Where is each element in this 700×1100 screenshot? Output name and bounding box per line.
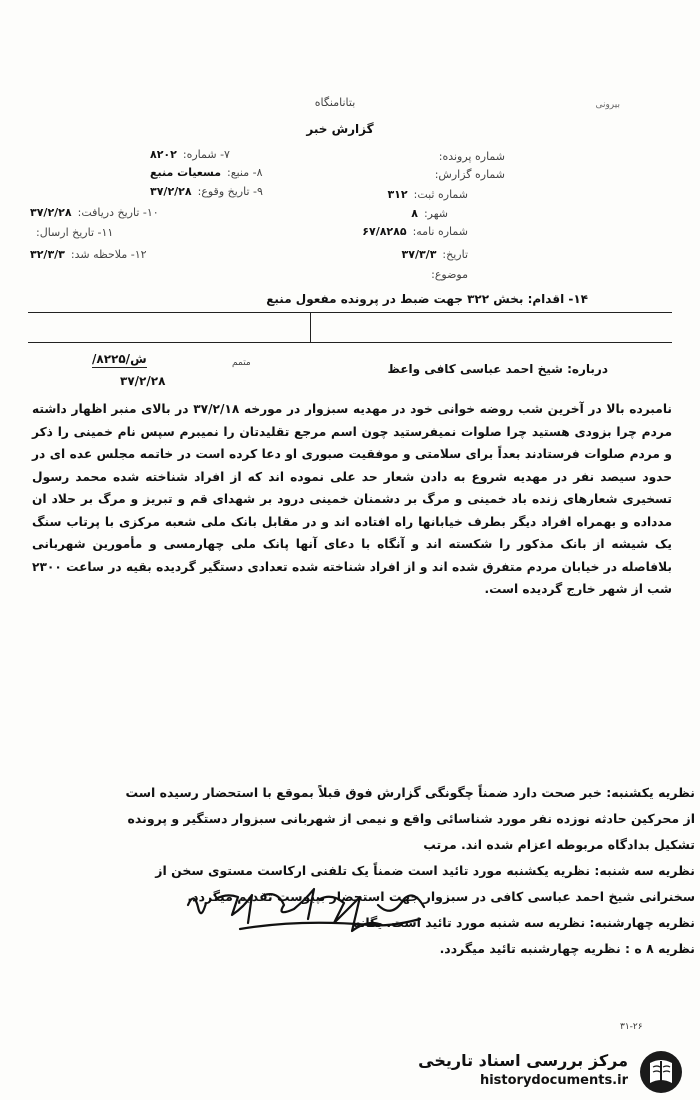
watermark-name: مرکز بررسی اسناد تاریخی <box>418 1051 628 1070</box>
field-city: شهر:۸ <box>411 207 448 220</box>
field-item-11: ۱۱- تاریخ ارسال: <box>36 226 114 239</box>
field-item-9: ۹- تاریخ وقوع:۳۷/۲/۲۸ <box>150 185 263 198</box>
field-subject: موضوع: <box>431 268 468 281</box>
field-file-number: شماره پرونده: <box>438 150 505 163</box>
handwritten-signature <box>180 885 450 960</box>
divider-line <box>310 312 311 342</box>
report-body <box>32 398 672 601</box>
note-tuesday: نظریه سه شنبه: نظریه یکشنبه مورد تائید است ضمناً یک تلفنی ارکاست مستوی سخن از سخنرانی شیخ احمد عباسی کافی در سبزوار جهت استحضار بپیوست تقدیم میگردد. <box>155 863 695 904</box>
reference-number: /۸۲۲۵/ش <box>92 352 147 366</box>
reference-stamp: متمم <box>232 358 251 368</box>
document-code: ۳۱-۲۶ <box>620 1022 643 1032</box>
field-item-7: ۷- شماره:۸۲۰۲ <box>150 148 230 161</box>
field-item-12: ۱۲- ملاحظه شد:۳۲/۳/۳ <box>30 248 147 261</box>
archive-logo-icon <box>638 1049 684 1095</box>
note-wednesday: نظریه چهارشنبه: نظریه سه شنبه مورد تائید است. یگانه <box>353 915 695 930</box>
corner-note: بیرونی <box>595 100 620 110</box>
report-title: گزارش خبر <box>306 122 374 136</box>
report-subject: درباره: شیخ احمد عباسی کافی واعظ <box>387 362 608 376</box>
header-top-label: بتانامنگاه <box>314 96 356 109</box>
body-paragraph: نامبرده بالا در آخرین شب روضه خوانی خود در مهدیه سبزوار در مورخه ۳۷/۲/۱۸ در بالای منبر اظهار داشته مردم چرا بزودی هستید چرا صلوات نمیفرستید چون اسم مرجع تقلیدتان را نمیبرم سپس نام خمینی را ذکر و مردم صلوات فرستادند بعداً برای سلامتی و موفقیت صبوری او دعا کرده است در خاتمه مجلس عده ای در حدود سیصد نفر در مهدیه شروع به دادن شعار حد علی نموده اند که از افراد شناخته شده محمد رسول تسخیری شعارهای زنده باد خمینی و مرگ بر دشمنان خمینی درود بر شهدای قم و تبریز و مرگ بر حلاد ان مدداده و بهمراه افراد دیگر بطرف خیابانها راه افتاده اند و در مقابل بانک ملی شعبه مرکزی با پرتاب سنگ یک شیشه از بانک مذکور را شکسته اند و آنگاه با دعای آنها پانک ملی چهارمسی و مأمورین شهربانی بلافاصله در خیابان مردم متفرق شده اند و از افراد شناخته شده تعدادی دستگیر گردیده بقیه در ساعت ۲۳۰۰ شب از شهر خارج گردیده است. <box>32 402 672 596</box>
field-item-8: ۸- منبع:مسعیات منبع <box>150 166 263 179</box>
watermark-site: historydocuments.ir <box>479 1073 628 1088</box>
note-sunday: نظریه یکشنبه: خبر صحت دارد ضمناً چگونگی گزارش فوق قبلاً بموقع با استحضار رسیده است از محرکین حادثه نوزده نفر مورد شناسائی واقع و نیمی از شهربانی سبزوار دستگیر و پرونده تشکیل بدادگاه مربوطه اعزام شده اند. مرتب <box>125 785 695 852</box>
watermark <box>410 1047 690 1095</box>
field-letter-number: شماره نامه:۶۷/۸۲۸۵ <box>362 225 468 238</box>
field-date: تاریخ:۳۷/۳/۳ <box>401 248 468 261</box>
action-line: ۱۴- اقدام: بخش ۳۲۲ جهت ضبط در پرونده مفعول منبع <box>266 292 588 306</box>
note-day-8: نظریه ۸ ه : نظریه چهارشنبه تائید میگردد. <box>439 941 695 956</box>
field-report-number: شماره گزارش: <box>434 168 505 181</box>
field-item-10: ۱۰- تاریخ دریافت:۳۷/۲/۲۸ <box>30 206 159 219</box>
field-registration-number: شماره ثبت:۳۱۲ <box>387 188 468 201</box>
reference-date: ۳۷/۲/۲۸ <box>120 374 166 388</box>
divider-line <box>28 342 672 343</box>
divider-line <box>28 312 672 313</box>
